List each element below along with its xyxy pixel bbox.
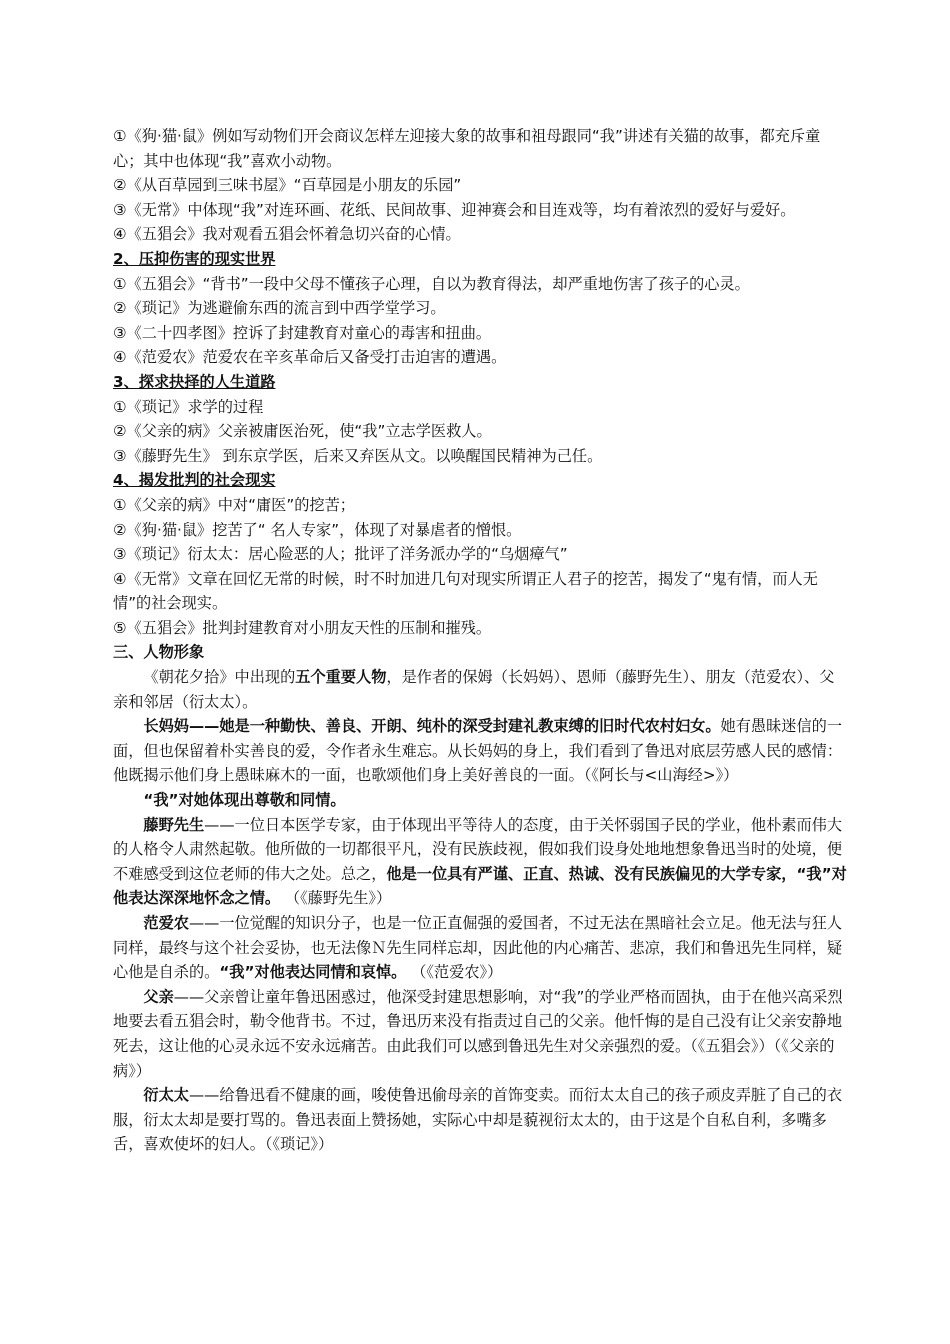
section2-heading: 2、压抑伤害的现实世界 <box>113 249 276 268</box>
characters-intro-a: 《朝花夕拾》中出现的 <box>143 668 296 687</box>
character-yantaitai-text: ——给鲁迅看不健康的画，唆使鲁迅偷母亲的首饰变卖。而衍太太自己的孩子顽皮弄脏了自己的衣服，衍太太却是要打骂的。鲁迅表面上赞扬她，实际心中却是藐视衍太太的，由于这是个自私自利，多嘴多舌，喜欢使坏的妇人。（《琐记》） <box>113 1086 843 1154</box>
section1-item-4: ④《五猖会》我对观看五猖会怀着急切兴奋的心情。 <box>113 225 461 244</box>
section1-item-2: ②《从百草园到三味书屋》“百草园是小朋友的乐园” <box>113 176 462 195</box>
section2-item-1: ①《五猖会》“背书”一段中父母不懂孩子心理，自以为教育得法，却严重地伤害了孩子的心灵。 <box>113 274 750 293</box>
section1-item-1: ①《狗·猫·鼠》例如写动物们开会商议怎样左迎接大象的故事和祖母跟同“我”讲述有关猫的故事，都充斥童心；其中也体现“我”喜欢小动物。 <box>113 127 821 170</box>
section2-item-4: ④《范爱农》范爱农在辛亥革命后又备受打击迫害的遭遇。 <box>113 348 507 367</box>
section2-item-2: ②《琐记》为逃避偷东西的流言到中西学堂学习。 <box>113 299 446 318</box>
character-changmama <box>113 714 847 788</box>
character-father <box>113 985 847 1083</box>
character-changmama-name: 长妈妈 <box>143 717 189 736</box>
character-fanainong <box>113 911 847 985</box>
character-tengye-name: 藤野先生 <box>143 815 205 834</box>
characters-intro-bold: 五个重要人物 <box>295 668 387 687</box>
character-changmama-summary: ——她是一种勤快、善良、开朗、纯朴的深受封建礼教束缚的旧时代农村妇女。 <box>188 717 721 736</box>
character-changmama-attitude: “我”对她体现出尊敬和同情。 <box>143 791 346 810</box>
character-fanainong-summary: “我”对他表达同情和哀悼。 <box>219 963 407 982</box>
section4-item-4: ④《无常》文章在回忆无常的时候，时不时加进几句对现实所谓正人君子的挖苦，揭发了“鬼有情，而人无情”的社会现实。 <box>113 569 818 613</box>
section4-item-5: ⑤《五猖会》批判封建教育对小朋友天性的压制和摧残。 <box>113 618 492 637</box>
section4-item-1: ①《父亲的病》中对“庸医”的挖苦； <box>113 495 355 514</box>
character-tengye <box>113 813 847 911</box>
characters-intro <box>113 665 847 714</box>
character-changmama-text: 她有愚昧迷信的一面，但也保留着朴实善良的爱，令作者永生难忘。从长妈妈的身上，我们看到了鲁迅对底层劳感人民的感情：他既揭示他们身上愚昧麻木的一面，也歌颂他们身上美好善良的一面。（《阿长与<山海经>》） <box>113 717 843 785</box>
section4-heading: 4、揭发批判的社会现实 <box>113 471 276 490</box>
character-tengye-text: ——一位日本医学专家，由于体现出平等待人的态度，由于关怀弱国子民的学业，他朴素而伟大的人格令人肃然起敬。他所做的一切都很平凡，没有民族歧视，假如我们设身处地地想象鲁迅当时的处境，便不难感受到这位老师的伟大之处。总之， <box>113 815 843 883</box>
section3-item-1: ①《琐记》求学的过程 <box>113 397 264 416</box>
characters-heading: 三、人物形象 <box>113 643 205 662</box>
section3-item-2: ②《父亲的病》父亲被庸医治死，使“我”立志学医救人。 <box>113 422 492 441</box>
character-yantaitai <box>113 1083 847 1157</box>
characters-intro-c: ，是作者的保姆（长妈妈）、恩师（藤野先生）、朋友（范爱农）、父亲和邻居（衍太太）。 <box>113 668 835 711</box>
character-tengye-summary: 他是一位具有严谨、正直、热诚、没有民族偏见的大学专家，“我”对他表达深深地怀念之情。 <box>113 864 847 908</box>
section4-item-3: ③《琐记》衍太太：居心险恶的人；批评了洋务派办学的“乌烟瘴气” <box>113 545 568 564</box>
section3-item-3: ③《藤野先生》 到东京学医，后来又弃医从文。以唤醒国民精神为己任。 <box>113 446 603 465</box>
character-tengye-source: （《藤野先生》） <box>280 889 392 908</box>
document-page <box>113 124 847 1157</box>
character-father-name: 父亲 <box>143 987 174 1006</box>
character-father-text: ——父亲曾让童年鲁迅困惑过，他深受封建思想影响，对“我”的学业严格而固执，由于在他兴高采烈地要去看五猖会时，勒令他背书。不过，鲁迅历来没有指责过自己的父亲。他忏悔的是自己没有让父亲安静地死去，这让他的心灵永远不安永远痛苦。由此我们可以感到鲁迅先生对父亲强烈的爱。（《五猖会》）（《父亲的病》） <box>113 987 843 1080</box>
character-fanainong-source: （《范爱农》） <box>406 963 503 982</box>
section3-heading: 3、探求抉择的人生道路 <box>113 372 276 391</box>
section4-item-2: ②《狗·猫·鼠》挖苦了“ 名人专家”，体现了对暴虐者的憎恨。 <box>113 520 522 539</box>
character-yantaitai-name: 衍太太 <box>143 1086 189 1105</box>
section1-item-3: ③《无常》中体现“我”对连环画、花纸、民间故事、迎神赛会和目连戏等，均有着浓烈的爱好与爱好。 <box>113 200 796 219</box>
character-fanainong-name: 范爱农 <box>143 914 189 932</box>
section2-item-3: ③《二十四孝图》控诉了封建教育对童心的毒害和扭曲。 <box>113 323 492 342</box>
character-fanainong-text: ——一位觉醒的知识分子，也是一位正直倔强的爱国者，不过无法在黑暗社会立足。他无法与狂人同样，最终与这个社会妥协，也无法像Ｎ先生同样忘却，因此他的内心痛苦、悲凉，我们和鲁迅先生同样，疑心他是自杀的。 <box>113 914 843 982</box>
